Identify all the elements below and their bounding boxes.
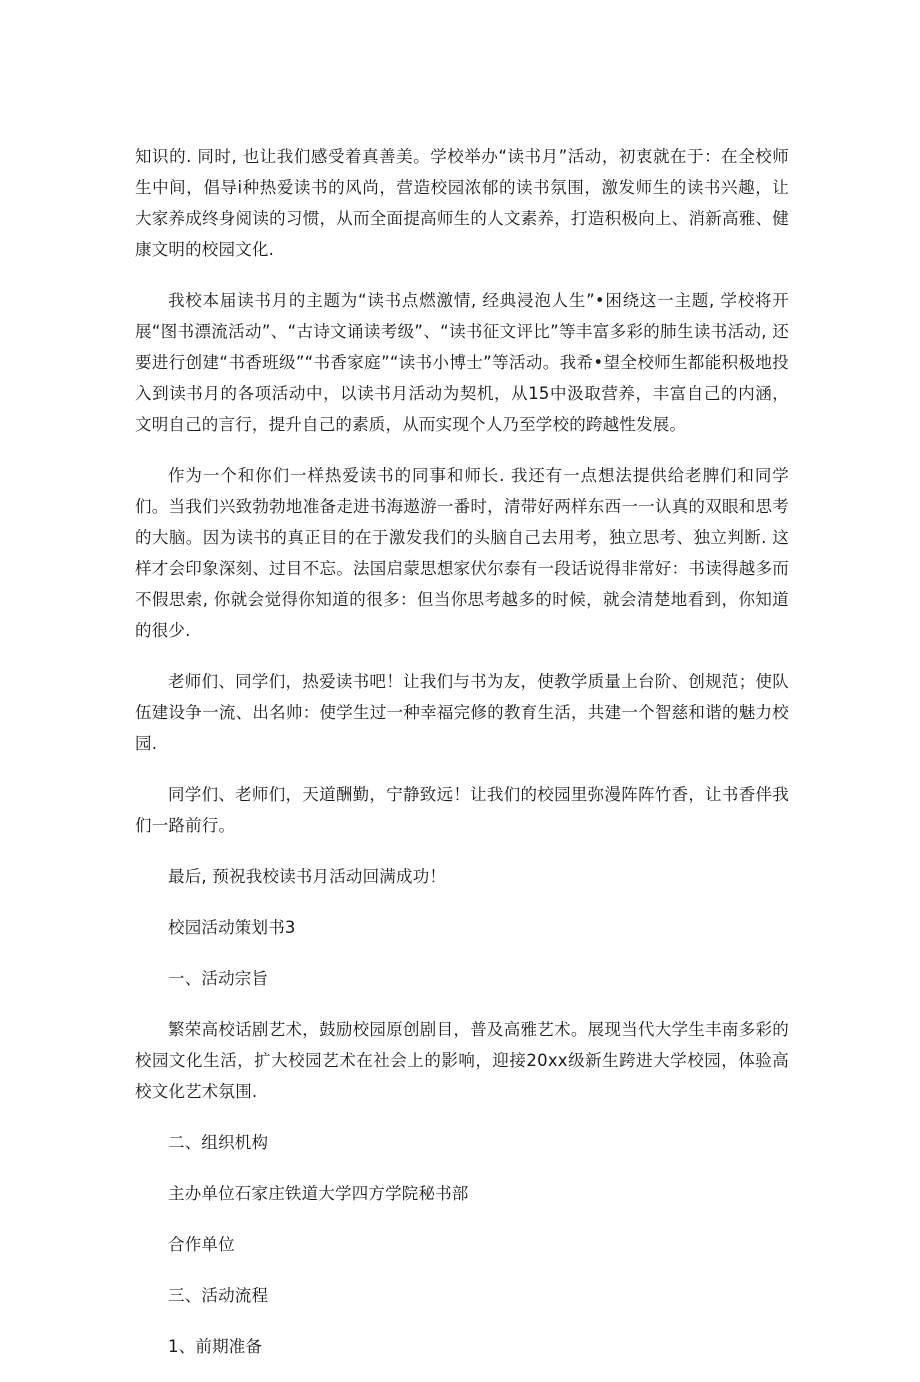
heading-organization: 二、组织机构 xyxy=(168,1133,269,1152)
heading-preparation: 1、前期准备 xyxy=(168,1337,263,1356)
organizer-line: 主办单位石家庄铁道大学四方学院秘书部 xyxy=(168,1184,469,1203)
paragraph-reading-month-intro: 知识的. 同时, 也让我们感受着真善美。学校举办“读书月”活动，初衷就在于：在全校师生中间，倡导i种热爱读书的风尚，营造校园浓郁的读书氛围，激发师生的读书兴趣，让大家养成终身阅读的习惯，从而全面提高师生的人文素养，打造积极向上、消新高雅、健康文明的校园文化. xyxy=(135,147,789,259)
cooperator-line: 合作单位 xyxy=(168,1235,235,1254)
paragraph-reading-month-theme: 我校本届读书月的主题为“读书点燃激情, 经典浸泡人生”•困绕这一主题, 学校将开展“图书漂流活动”、“古诗文诵读考级”、“读书征文评比”等丰富多彩的肺生读书活动, 还要进行创建“书香班级”“书香家庭”“读书小博士”等活动。我希•望全校师生都能积极地投入到读书月的各项活动中，以读书月活动为契机，从15中汲取营养，丰富自己的内涵，文明自己的言行，提升自己的素质，从而实现个人乃至学校的跨越性发展。 xyxy=(135,291,789,434)
paragraph-purpose: 繁荣高校话剧艺术，鼓励校园原创剧目，普及高雅艺术。展现当代大学生丰南多彩的校园文化生活，扩大校园艺术在社会上的影响，迎接20xx级新生跨进大学校园，体验高校文化艺术氛围. xyxy=(135,1020,789,1101)
heading-process: 三、活动流程 xyxy=(168,1286,269,1305)
heading-purpose: 一、活动宗旨 xyxy=(168,969,269,988)
document-body xyxy=(135,141,789,1382)
paragraph-call-to-read: 老师们、同学们，热爱读书吧！让我们与书为友，使教学质量上台阶、创规范；使队伍建设争一流、出名帅：使学生过一种幸福完修的教育生活，共建一个智慈和谐的魅力校园. xyxy=(135,672,789,753)
paragraph-book-fragrance: 同学们、老师们，天道酬勤，宁静致远！让我们的校园里弥漫阵阵竹香，让书香伴我们一路前行。 xyxy=(135,785,789,835)
paragraph-thinking-advice: 作为一个和你们一样热爱读书的同事和师长. 我还有一点想法提供给老脾们和同学们。当我们兴致勃勃地准备走进书海遨游一番时，清带好两样东西一一认真的双眼和思考的大脑。因为读书的真正目的在于激发我们的头脑自己去用考，独立思考、独立判断. 这样才会印象深刻、过目不忘。法国启蒙思想家伏尔泰有一段话说得非常好：书读得越多而不假思索, 你就会觉得你知道的很多：但当你思考越多的时候，就会清楚地看到，你知道的很少. xyxy=(135,466,789,640)
section-title-plan-3: 校园活动策划书3 xyxy=(168,918,296,937)
closing-wish: 最后, 预祝我校读书月活动回满成功！ xyxy=(168,867,447,886)
